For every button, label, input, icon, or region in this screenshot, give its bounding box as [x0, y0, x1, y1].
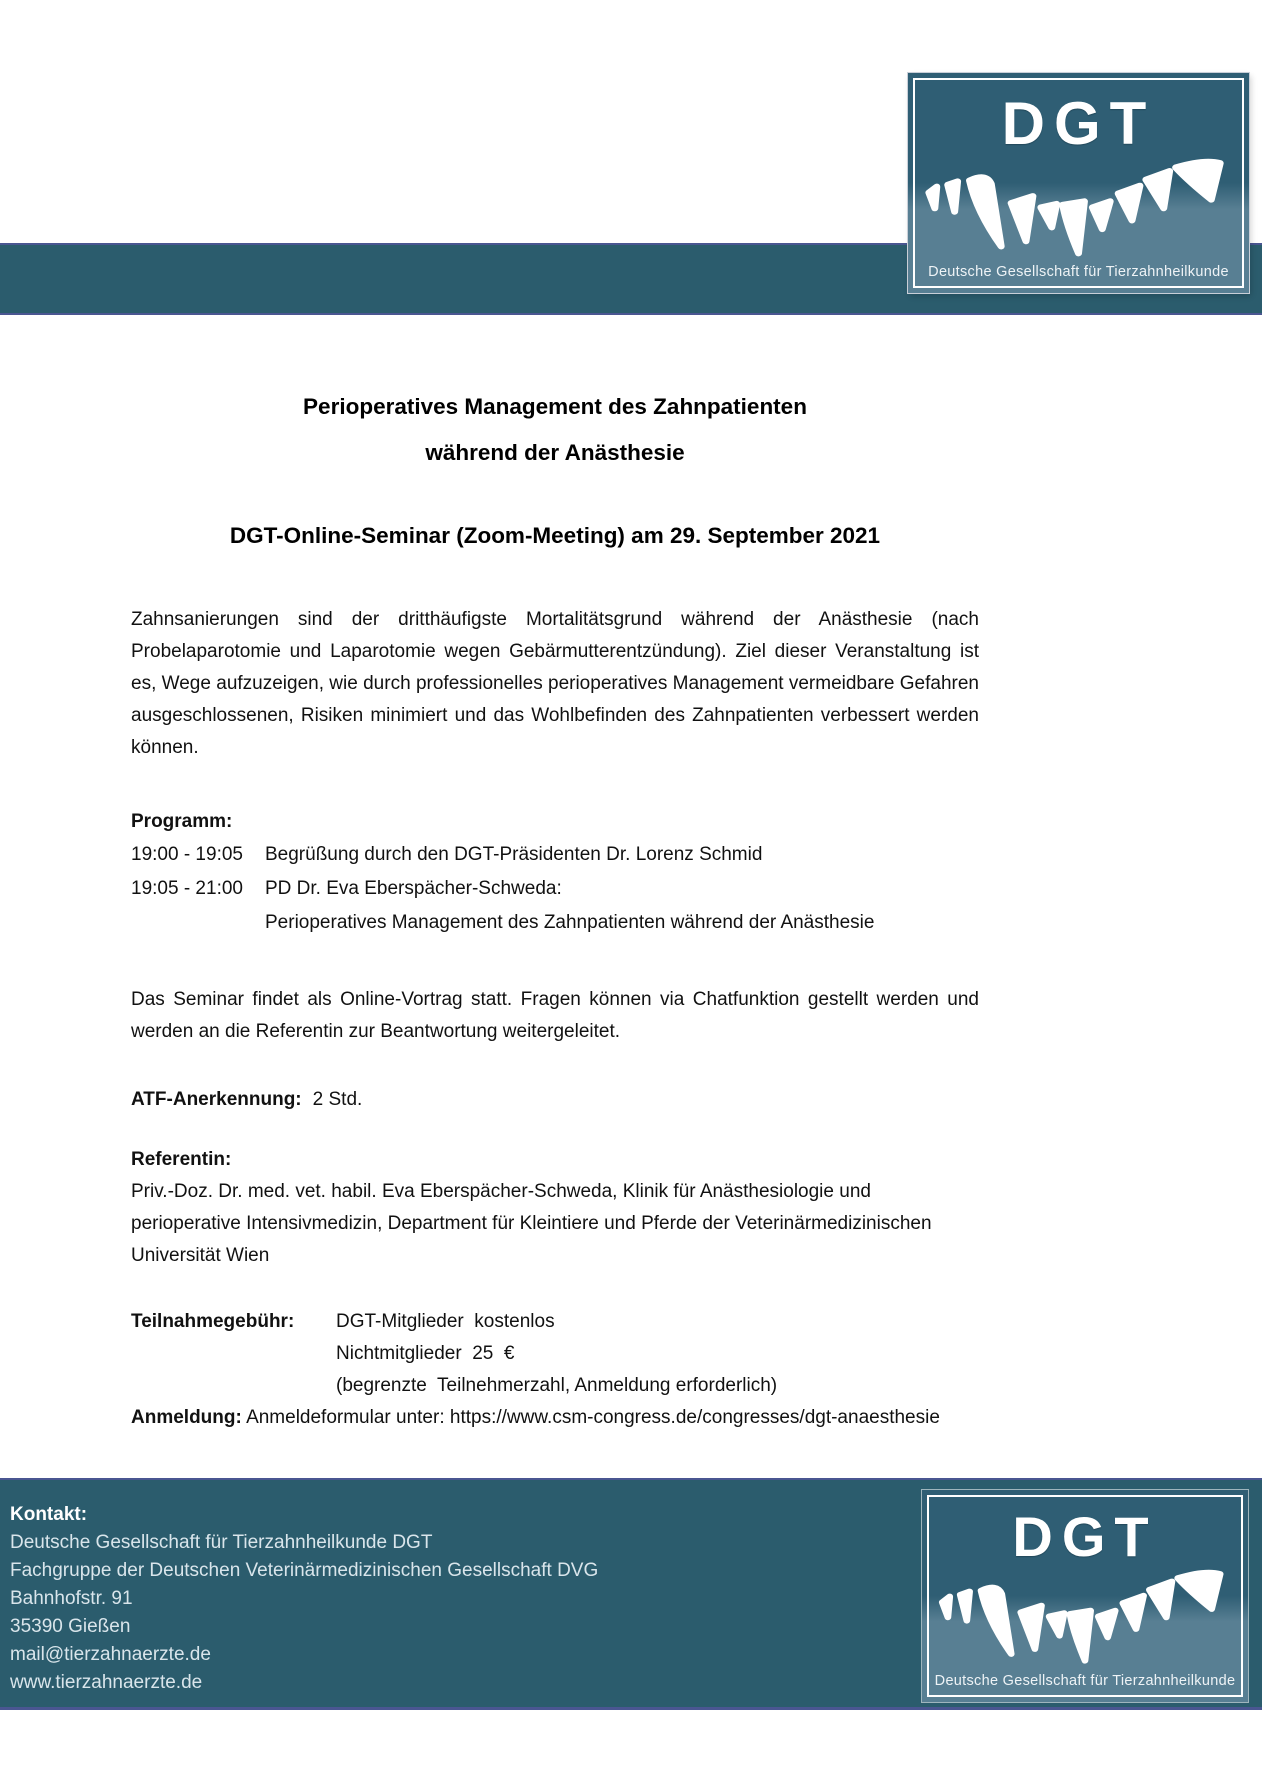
dgt-logo-frame [913, 78, 1244, 288]
anmeldung-url-link[interactable]: https://www.csm-congress.de/congresses/dgt-anaesthesie [449, 1407, 940, 1428]
dgt-logo-text: DGT [1001, 90, 1156, 157]
program-continuation: Perioperatives Management des Zahnpatienten während der Anästhesie [265, 912, 875, 933]
atf-row [131, 1084, 979, 1116]
fees-lines [336, 1306, 777, 1402]
anmeldung-text: Anmeldeformular unter: [246, 1407, 445, 1428]
seminar-subtitle: DGT-Online-Seminar (Zoom-Meeting) am 29. September 2021 [229, 523, 881, 548]
fees-label: Teilnahmegebühr: [131, 1311, 295, 1332]
atf-label: ATF-Anerkennung: [131, 1089, 302, 1110]
contact-street-line: Bahnhofstr. 91 [10, 1588, 133, 1609]
fees-line-members: DGT-Mitglieder kostenlos [336, 1311, 555, 1332]
contact-block [10, 1501, 598, 1697]
contact-email-link[interactable]: mail@tierzahnaerzte.de [10, 1644, 211, 1665]
dgt-logo-top [908, 73, 1249, 293]
fees-line-note: (begrenzte Teilnehmerzahl, Anmeldung erforderlich) [336, 1375, 778, 1396]
contact-org-line: Deutsche Gesellschaft für Tierzahnheilkunde DGT [10, 1532, 433, 1553]
program-text-2: PD Dr. Eva Eberspächer-Schweda: [265, 878, 562, 899]
footer-band [0, 1478, 1262, 1710]
referentin-label: Referentin: [131, 1149, 232, 1170]
kontakt-label: Kontakt: [10, 1504, 88, 1525]
intro-paragraph: Zahnsanierungen sind der dritthäufigste Mortalitätsgrund während der Anästhesie (nach Probelaparotomie und Laparotomie wegen Gebärmutterentzündung). Ziel dieser Veranstaltung ist es, Wege aufzuzeigen, wie durch professionelles perioperatives Management vermeidbare Gefahren ausgeschlossenen, Risiken minimiert und das Wohlbefinden des Zahnpatienten verbessert werden können. [131, 609, 979, 758]
fees-line-nonmembers: Nichtmitglieder 25 € [336, 1343, 515, 1364]
document-body [131, 384, 979, 1510]
contact-city-line: 35390 Gießen [10, 1616, 131, 1637]
anmeldung-row [131, 1402, 979, 1434]
program-time-2: 19:05 - 21:00 [131, 878, 243, 899]
program-row-1 [131, 838, 979, 872]
dgt-logo-frame [927, 1495, 1243, 1697]
dgt-logo-text: DGT [1012, 1505, 1158, 1568]
dgt-logo-bottom [922, 1490, 1248, 1702]
teeth-icon [929, 1569, 1241, 1669]
dgt-logo-caption: Deutsche Gesellschaft für Tierzahnheilkunde [934, 1673, 1236, 1689]
contact-website-link[interactable]: www.tierzahnaerzte.de [10, 1672, 203, 1693]
page-title [131, 384, 979, 476]
program-label: Programm: [131, 811, 233, 832]
anmeldung-label: Anmeldung: [131, 1407, 242, 1428]
program-time-1: 19:00 - 19:05 [131, 844, 243, 865]
referentin-text: Priv.-Doz. Dr. med. vet. habil. Eva Eberspächer-Schweda, Klinik für Anästhesiologie und perioperative Intensivmedizin, Department für Kleintiere und Pferde der Veterinärmedizinischen Universität Wien [131, 1181, 932, 1266]
dgt-logo-caption: Deutsche Gesellschaft für Tierzahnheilkunde [928, 264, 1229, 280]
teeth-icon [915, 158, 1242, 262]
page-title-line1: Perioperatives Management des Zahnpatienten [303, 394, 807, 419]
program-row-2 [131, 872, 979, 906]
fees-block [131, 1306, 979, 1402]
atf-value: 2 Std. [312, 1089, 363, 1110]
page-title-line2: während der Anästhesie [425, 440, 685, 465]
program-text-1: Begrüßung durch den DGT-Präsidenten Dr. Lorenz Schmid [265, 844, 763, 865]
contact-group-line: Fachgruppe der Deutschen Veterinärmedizinischen Gesellschaft DVG [10, 1560, 599, 1581]
seminar-note: Das Seminar findet als Online-Vortrag statt. Fragen können via Chatfunktion gestellt werden und werden an die Referentin zur Beantwortung weitergeleitet. [131, 989, 979, 1042]
